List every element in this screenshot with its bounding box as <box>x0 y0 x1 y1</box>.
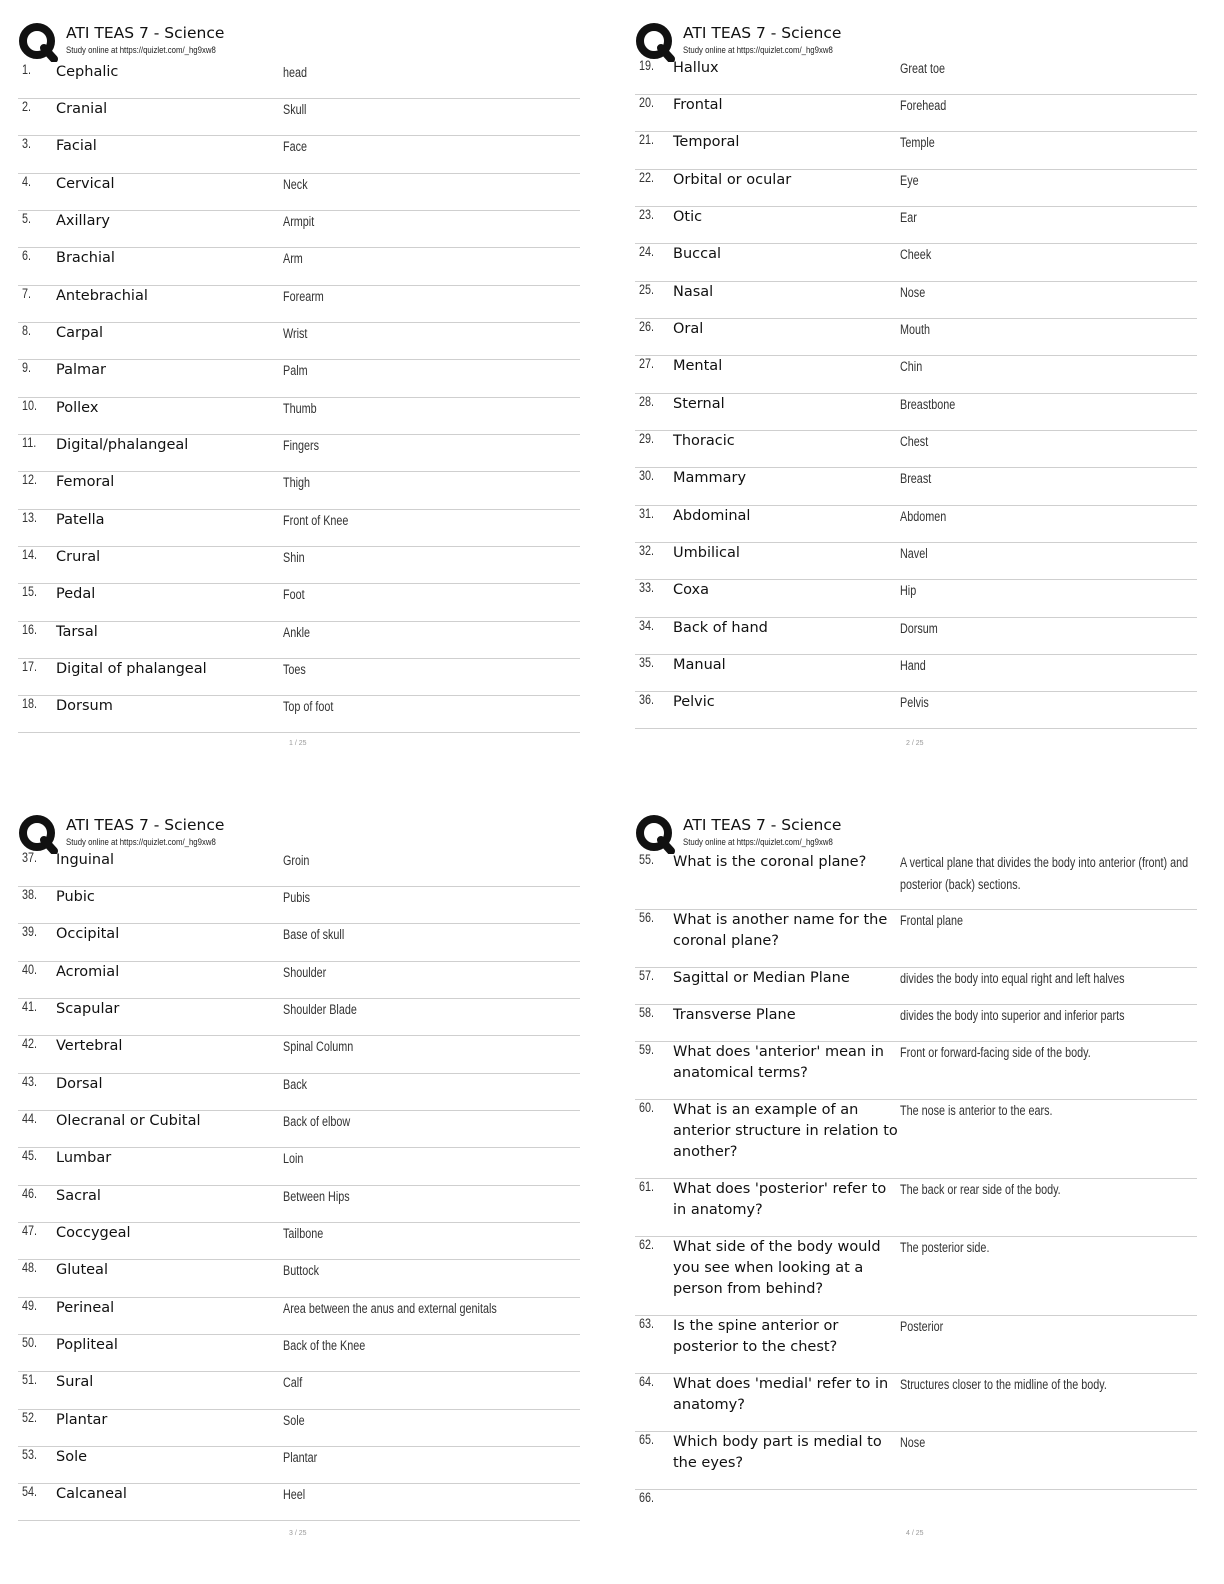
item-number: 15. <box>22 584 38 599</box>
term-row <box>635 58 1197 95</box>
term-text: Hallux <box>673 60 719 76</box>
definition-text: Face <box>283 139 308 154</box>
page-number: 1 / 25 <box>289 740 307 747</box>
app-title: ATI TEAS 7 - Science <box>683 24 842 42</box>
item-number: 48. <box>22 1260 38 1275</box>
definition-text: Dorsum <box>900 621 938 636</box>
term-text: Palmar <box>56 362 106 378</box>
term-text: Calcaneal <box>56 1486 127 1502</box>
item-number: 28. <box>639 394 655 409</box>
item-number: 3. <box>22 136 32 151</box>
term-row <box>18 472 580 510</box>
term-row <box>18 1298 580 1335</box>
term-row <box>635 1432 1197 1490</box>
term-text: Crural <box>56 549 101 565</box>
item-number: 40. <box>22 962 38 977</box>
page-header <box>635 20 1197 62</box>
term-row <box>635 1374 1197 1432</box>
app-title: ATI TEAS 7 - Science <box>66 816 225 834</box>
item-number: 61. <box>639 1179 655 1194</box>
definition-text: Hand <box>900 658 926 673</box>
item-number: 29. <box>639 431 655 446</box>
definition-text: Back of the Knee <box>283 1338 366 1353</box>
term-row <box>18 584 580 622</box>
item-number: 45. <box>22 1148 38 1163</box>
definition-text: Shoulder Blade <box>283 1002 357 1017</box>
definition-text: Chin <box>900 359 923 374</box>
term-text: Pedal <box>56 586 96 602</box>
definition-text: Breastbone <box>900 397 956 412</box>
term-row <box>635 282 1197 319</box>
term-row <box>18 136 580 174</box>
term-text: Sural <box>56 1374 94 1390</box>
term-text: Dorsum <box>56 698 113 714</box>
definition-text: Pelvis <box>900 695 929 710</box>
item-number: 65. <box>639 1432 655 1447</box>
study-link[interactable]: Study online at https://quizlet.com/_hg9xw8 <box>66 837 216 848</box>
term-text: Antebrachial <box>56 288 148 304</box>
term-row <box>18 924 580 962</box>
term-row <box>18 360 580 398</box>
item-number: 18. <box>22 696 38 711</box>
item-number: 39. <box>22 924 38 939</box>
item-number: 37. <box>22 850 38 865</box>
item-number: 26. <box>639 319 655 334</box>
item-number: 32. <box>639 543 655 558</box>
definition-text: Thigh <box>283 475 311 490</box>
term-row <box>635 244 1197 282</box>
term-row <box>635 431 1197 468</box>
item-number: 52. <box>22 1410 38 1425</box>
item-number: 12. <box>22 472 38 487</box>
term-row <box>635 543 1197 580</box>
term-text: Axillary <box>56 213 111 229</box>
definition-text: Skull <box>283 102 307 117</box>
definition-text: Heel <box>283 1487 306 1502</box>
item-number: 34. <box>639 618 655 633</box>
definition-text: Fingers <box>283 438 320 453</box>
term-row <box>635 356 1197 394</box>
item-number: 27. <box>639 356 655 371</box>
term-text: Cranial <box>56 101 108 117</box>
term-row <box>18 398 580 435</box>
definition-text: Calf <box>283 1375 303 1390</box>
item-number: 7. <box>22 286 32 301</box>
study-link[interactable]: Study online at https://quizlet.com/_hg9xw8 <box>66 45 216 56</box>
definition-text: Ankle <box>283 625 311 640</box>
definition-text: Loin <box>283 1151 304 1166</box>
term-row <box>18 547 580 584</box>
term-row <box>635 1237 1197 1316</box>
term-text: What is the coronal plane? <box>673 854 867 870</box>
item-number: 43. <box>22 1074 38 1089</box>
item-number: 59. <box>639 1042 655 1057</box>
term-row <box>635 852 1197 910</box>
item-number: 50. <box>22 1335 38 1350</box>
definition-text: Arm <box>283 251 303 266</box>
term-list <box>635 852 1197 1520</box>
item-number: 41. <box>22 999 38 1014</box>
item-number: 44. <box>22 1111 38 1126</box>
page-number: 2 / 25 <box>906 740 924 747</box>
definition-text: Great toe <box>900 61 946 76</box>
term-row <box>635 95 1197 132</box>
study-link[interactable]: Study online at https://quizlet.com/_hg9xw8 <box>683 45 833 56</box>
definition-text: Groin <box>283 853 310 868</box>
term-row <box>18 1372 580 1410</box>
item-number: 42. <box>22 1036 38 1051</box>
definition-text: divides the body into superior and inferior parts <box>900 1008 1125 1023</box>
term-text: Dorsal <box>56 1076 103 1092</box>
term-row <box>635 1490 1197 1520</box>
definition-text: Hip <box>900 583 917 598</box>
term-text: Plantar <box>56 1412 108 1428</box>
quizlet-logo-icon <box>635 22 675 62</box>
term-row <box>18 887 580 924</box>
item-number: 47. <box>22 1223 38 1238</box>
term-row <box>635 506 1197 543</box>
item-number: 49. <box>22 1298 38 1313</box>
term-row <box>635 319 1197 356</box>
term-text: Sternal <box>673 396 725 412</box>
item-number: 46. <box>22 1186 38 1201</box>
term-text: Temporal <box>673 134 740 150</box>
definition-text: divides the body into equal right and left halves <box>900 971 1125 986</box>
term-list <box>18 62 580 733</box>
definition-text: Posterior <box>900 1319 944 1334</box>
item-number: 66. <box>639 1490 655 1505</box>
term-text: Sagittal or Median Plane <box>673 970 850 986</box>
term-text: Perineal <box>56 1300 115 1316</box>
term-row <box>635 1042 1197 1100</box>
term-text: Coxa <box>673 582 710 598</box>
definition-text: Shin <box>283 550 305 565</box>
term-text: What does 'medial' refer to in anatomy? <box>673 1376 889 1413</box>
page-number: 4 / 25 <box>906 1530 924 1537</box>
term-text: Otic <box>673 209 703 225</box>
term-row <box>18 211 580 248</box>
definition-text: Front of Knee <box>283 513 349 528</box>
term-row <box>18 99 580 136</box>
item-number: 10. <box>22 398 38 413</box>
definition-text: Abdomen <box>900 509 947 524</box>
definition-text: Nose <box>900 1435 926 1450</box>
term-text: Digital/phalangeal <box>56 437 189 453</box>
term-row <box>635 580 1197 618</box>
item-number: 25. <box>639 282 655 297</box>
definition-text: Neck <box>283 177 308 192</box>
definition-text: Forehead <box>900 98 947 113</box>
item-number: 57. <box>639 968 655 983</box>
definition-text: Base of skull <box>283 927 345 942</box>
definition-text: Foot <box>283 587 305 602</box>
term-text: Carpal <box>56 325 104 341</box>
term-text: Brachial <box>56 250 115 266</box>
term-row <box>18 1148 580 1186</box>
term-text: Mammary <box>673 470 747 486</box>
item-number: 33. <box>639 580 655 595</box>
term-text: Inguinal <box>56 852 114 868</box>
term-row <box>635 692 1197 729</box>
term-row <box>18 174 580 211</box>
item-number: 17. <box>22 659 38 674</box>
item-number: 11. <box>22 435 37 450</box>
term-text: Femoral <box>56 474 115 490</box>
quizlet-logo-icon <box>635 814 675 854</box>
term-row <box>18 1484 580 1521</box>
item-number: 63. <box>639 1316 655 1331</box>
definition-text: Tailbone <box>283 1226 324 1241</box>
term-row <box>18 1186 580 1223</box>
term-text: Nasal <box>673 284 714 300</box>
term-row <box>635 1316 1197 1374</box>
term-text: Pubic <box>56 889 95 905</box>
term-row <box>635 468 1197 506</box>
term-text: Coccygeal <box>56 1225 131 1241</box>
term-text: Digital of phalangeal <box>56 661 207 677</box>
term-text: Manual <box>673 657 726 673</box>
term-row <box>635 1005 1197 1042</box>
definition-text: The back or rear side of the body. <box>900 1182 1061 1197</box>
definition-text: Spinal Column <box>283 1039 354 1054</box>
term-row <box>635 207 1197 244</box>
item-number: 23. <box>639 207 655 222</box>
term-text: Acromial <box>56 964 120 980</box>
definition-text: Ear <box>900 210 917 225</box>
term-text: What is an example of an anterior structure in relation to another? <box>673 1102 898 1160</box>
item-number: 19. <box>639 58 655 73</box>
definition-text: Structures closer to the midline of the body. <box>900 1377 1107 1392</box>
definition-text: Buttock <box>283 1263 320 1278</box>
item-number: 2. <box>22 99 32 114</box>
definition-text: Thumb <box>283 401 317 416</box>
term-text: Thoracic <box>673 433 735 449</box>
definition-text: The posterior side. <box>900 1240 990 1255</box>
study-link[interactable]: Study online at https://quizlet.com/_hg9xw8 <box>683 837 833 848</box>
term-row <box>635 968 1197 1005</box>
term-text: Cervical <box>56 176 115 192</box>
term-text: Oral <box>673 321 704 337</box>
item-number: 35. <box>639 655 655 670</box>
term-row <box>18 850 580 887</box>
item-number: 4. <box>22 174 32 189</box>
item-number: 58. <box>639 1005 655 1020</box>
term-row <box>18 286 580 323</box>
page-header <box>635 812 1197 854</box>
definition-text: Navel <box>900 546 928 561</box>
term-row <box>18 435 580 472</box>
term-row <box>18 1335 580 1372</box>
term-row <box>18 999 580 1036</box>
term-row <box>635 618 1197 655</box>
term-text: Lumbar <box>56 1150 112 1166</box>
definition-text: Chest <box>900 434 929 449</box>
definition-text: Between Hips <box>283 1189 350 1204</box>
quizlet-logo-icon <box>18 814 58 854</box>
definition-text: Toes <box>283 662 306 677</box>
term-row <box>18 323 580 360</box>
term-row <box>635 170 1197 207</box>
definition-text: Shoulder <box>283 965 327 980</box>
term-text: Cephalic <box>56 64 119 80</box>
term-row <box>18 1410 580 1447</box>
term-row <box>18 1074 580 1111</box>
term-text: Buccal <box>673 246 721 262</box>
definition-text: Eye <box>900 173 919 188</box>
term-text: Transverse Plane <box>673 1007 796 1023</box>
term-text: Patella <box>56 512 105 528</box>
item-number: 38. <box>22 887 38 902</box>
page-header <box>18 20 580 62</box>
term-row <box>18 1111 580 1148</box>
item-number: 14. <box>22 547 38 562</box>
item-number: 30. <box>639 468 655 483</box>
item-number: 8. <box>22 323 32 338</box>
app-title: ATI TEAS 7 - Science <box>66 24 225 42</box>
item-number: 21. <box>639 132 655 147</box>
term-text: Popliteal <box>56 1337 118 1353</box>
item-number: 62. <box>639 1237 655 1252</box>
term-text: Sole <box>56 1449 88 1465</box>
item-number: 53. <box>22 1447 38 1462</box>
definition-text: Wrist <box>283 326 308 341</box>
app-title: ATI TEAS 7 - Science <box>683 816 842 834</box>
term-text: What does 'anterior' mean in anatomical terms? <box>673 1044 884 1081</box>
term-text: What side of the body would you see when looking at a person from behind? <box>673 1239 881 1297</box>
definition-text: Frontal plane <box>900 913 964 928</box>
term-text: Mental <box>673 358 723 374</box>
definition-text: Front or forward-facing side of the body. <box>900 1045 1091 1060</box>
definition-text: A vertical plane that divides the body into anterior (front) and posterior (back) sections. <box>900 855 1189 892</box>
definition-text: Cheek <box>900 247 932 262</box>
definition-text: Nose <box>900 285 926 300</box>
definition-text: Sole <box>283 1413 305 1428</box>
definition-text: Top of foot <box>283 699 334 714</box>
term-text: Tarsal <box>56 624 98 640</box>
item-number: 20. <box>639 95 655 110</box>
term-text: What does 'posterior' refer to in anatomy? <box>673 1181 887 1218</box>
term-text: Which body part is medial to the eyes? <box>673 1434 882 1471</box>
term-row <box>635 655 1197 692</box>
term-row <box>18 1260 580 1298</box>
item-number: 24. <box>639 244 655 259</box>
item-number: 51. <box>22 1372 38 1387</box>
term-text: Pollex <box>56 400 99 416</box>
term-list <box>635 58 1197 729</box>
item-number: 6. <box>22 248 32 263</box>
term-text: Occipital <box>56 926 120 942</box>
term-text: Umbilical <box>673 545 740 561</box>
term-text: Facial <box>56 138 97 154</box>
term-text: Gluteal <box>56 1262 108 1278</box>
term-text: What is another name for the coronal plane? <box>673 912 888 949</box>
term-text: Scapular <box>56 1001 120 1017</box>
term-row <box>635 1179 1197 1237</box>
item-number: 56. <box>639 910 655 925</box>
definition-text: Palm <box>283 363 308 378</box>
term-text: Abdominal <box>673 508 751 524</box>
quizlet-logo-icon <box>18 22 58 62</box>
definition-text: Pubis <box>283 890 311 905</box>
definition-text: Area between the anus and external genitals <box>283 1301 497 1316</box>
term-text: Sacral <box>56 1188 101 1204</box>
item-number: 16. <box>22 622 38 637</box>
definition-text: The nose is anterior to the ears. <box>900 1103 1053 1118</box>
term-text: Orbital or ocular <box>673 172 792 188</box>
term-row <box>18 248 580 286</box>
term-row <box>18 696 580 733</box>
term-row <box>18 622 580 659</box>
term-row <box>18 62 580 99</box>
term-row <box>635 1100 1197 1179</box>
definition-text: Forearm <box>283 289 324 304</box>
term-list <box>18 850 580 1521</box>
definition-text: Mouth <box>900 322 931 337</box>
item-number: 60. <box>639 1100 655 1115</box>
item-number: 54. <box>22 1484 38 1499</box>
definition-text: Temple <box>900 135 935 150</box>
term-text: Olecranal or Cubital <box>56 1113 201 1129</box>
term-text: Vertebral <box>56 1038 123 1054</box>
item-number: 31. <box>639 506 655 521</box>
page-number: 3 / 25 <box>289 1530 307 1537</box>
item-number: 55. <box>639 852 655 867</box>
item-number: 9. <box>22 360 32 375</box>
term-row <box>18 510 580 547</box>
term-text: Frontal <box>673 97 723 113</box>
item-number: 13. <box>22 510 38 525</box>
definition-text: Plantar <box>283 1450 318 1465</box>
item-number: 64. <box>639 1374 655 1389</box>
term-text: Is the spine anterior or posterior to the chest? <box>673 1318 839 1355</box>
item-number: 1. <box>22 62 32 77</box>
term-row <box>635 132 1197 170</box>
term-row <box>18 1036 580 1074</box>
definition-text: Back of elbow <box>283 1114 351 1129</box>
term-text: Pelvic <box>673 694 715 710</box>
term-row <box>18 1223 580 1260</box>
item-number: 36. <box>639 692 655 707</box>
definition-text: Breast <box>900 471 932 486</box>
term-row <box>635 394 1197 431</box>
definition-text: Back <box>283 1077 308 1092</box>
term-row <box>18 962 580 999</box>
page-header <box>18 812 580 854</box>
term-row <box>18 659 580 696</box>
term-row <box>635 910 1197 968</box>
term-row <box>18 1447 580 1484</box>
item-number: 22. <box>639 170 655 185</box>
item-number: 5. <box>22 211 32 226</box>
definition-text: head <box>283 65 308 80</box>
definition-text: Armpit <box>283 214 315 229</box>
term-text: Back of hand <box>673 620 768 636</box>
